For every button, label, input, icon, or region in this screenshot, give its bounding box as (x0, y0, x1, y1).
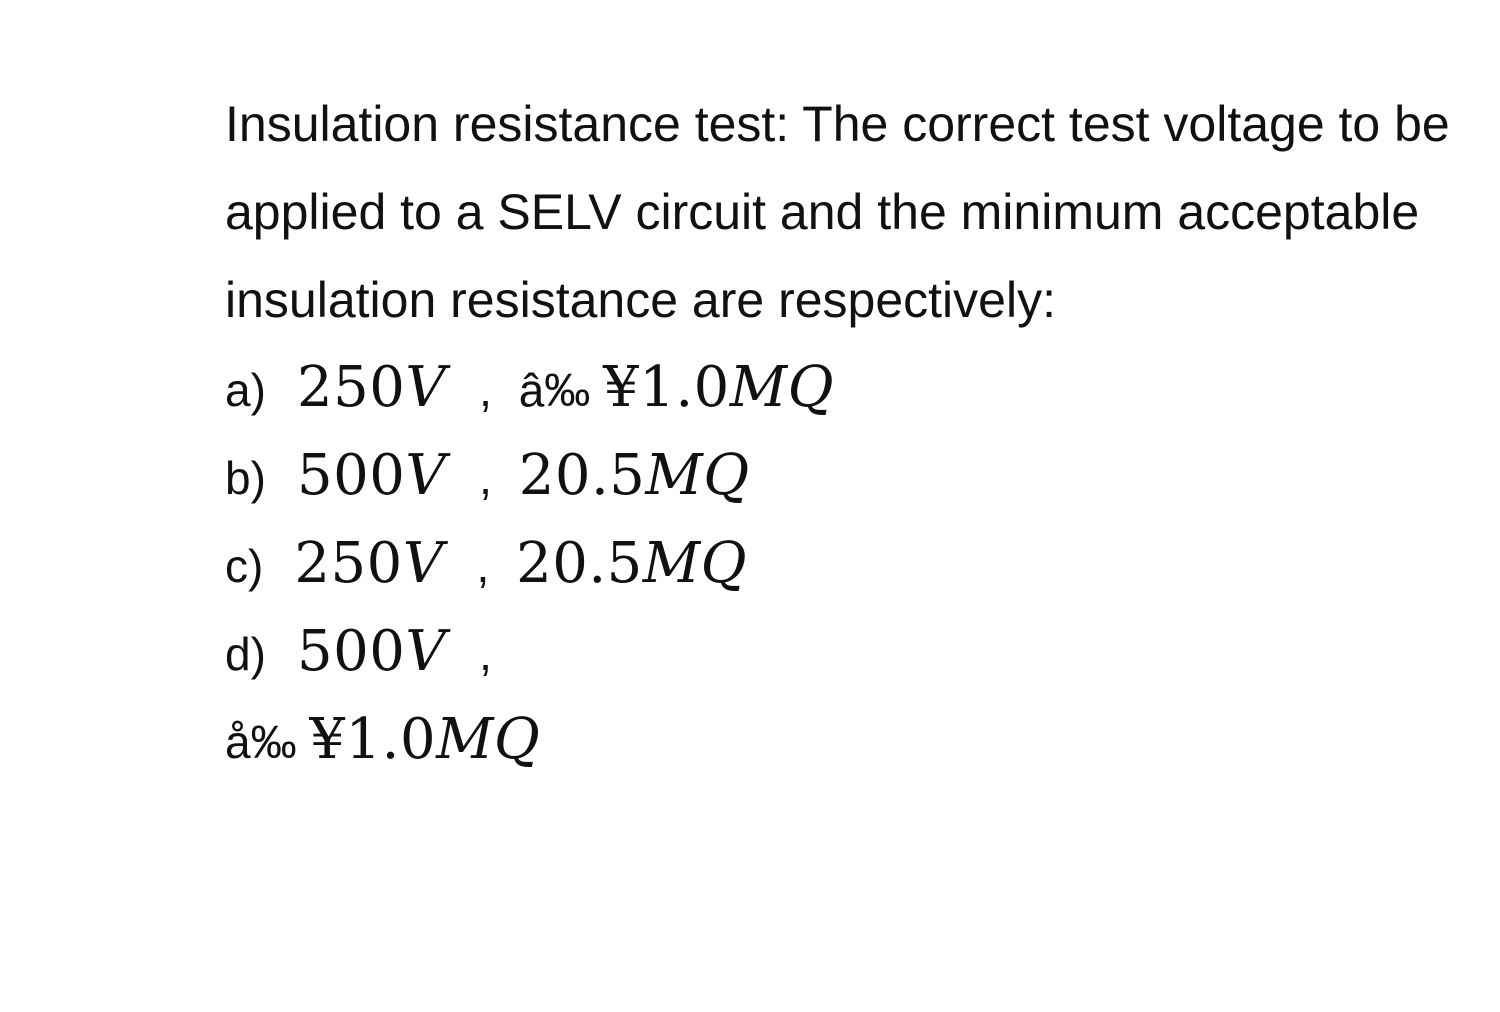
voltage-value: 250V (297, 355, 447, 420)
garbled-symbol: â‰ (518, 364, 591, 416)
option-b[interactable] (225, 432, 1475, 520)
option-a[interactable] (225, 344, 1475, 432)
voltage-value: 500V (297, 619, 447, 684)
garbled-symbol: å‰ (225, 716, 297, 768)
separator: , (479, 628, 492, 680)
option-d[interactable] (225, 608, 1475, 696)
option-label: b) (225, 452, 266, 504)
resistance-value: ¥1.0MQ (309, 707, 541, 772)
voltage-value: 250V (294, 531, 444, 596)
resistance-value: 20.5MQ (518, 443, 750, 508)
option-d-continuation (225, 696, 1475, 784)
question-text: Insulation resistance test: The correct test voltage to be applied to a SELV circuit and the minimum acceptable insulation resistance are respectively: (225, 96, 1450, 328)
separator: , (479, 452, 492, 504)
option-c[interactable] (225, 520, 1475, 608)
option-label: c) (225, 540, 264, 592)
resistance-value: ¥1.0MQ (603, 355, 835, 420)
voltage-value: 500V (297, 443, 447, 508)
option-label: d) (225, 628, 266, 680)
resistance-value: 20.5MQ (516, 531, 748, 596)
separator: , (479, 364, 492, 416)
separator: , (476, 540, 490, 592)
question-block (225, 80, 1475, 784)
option-label: a) (225, 364, 266, 416)
